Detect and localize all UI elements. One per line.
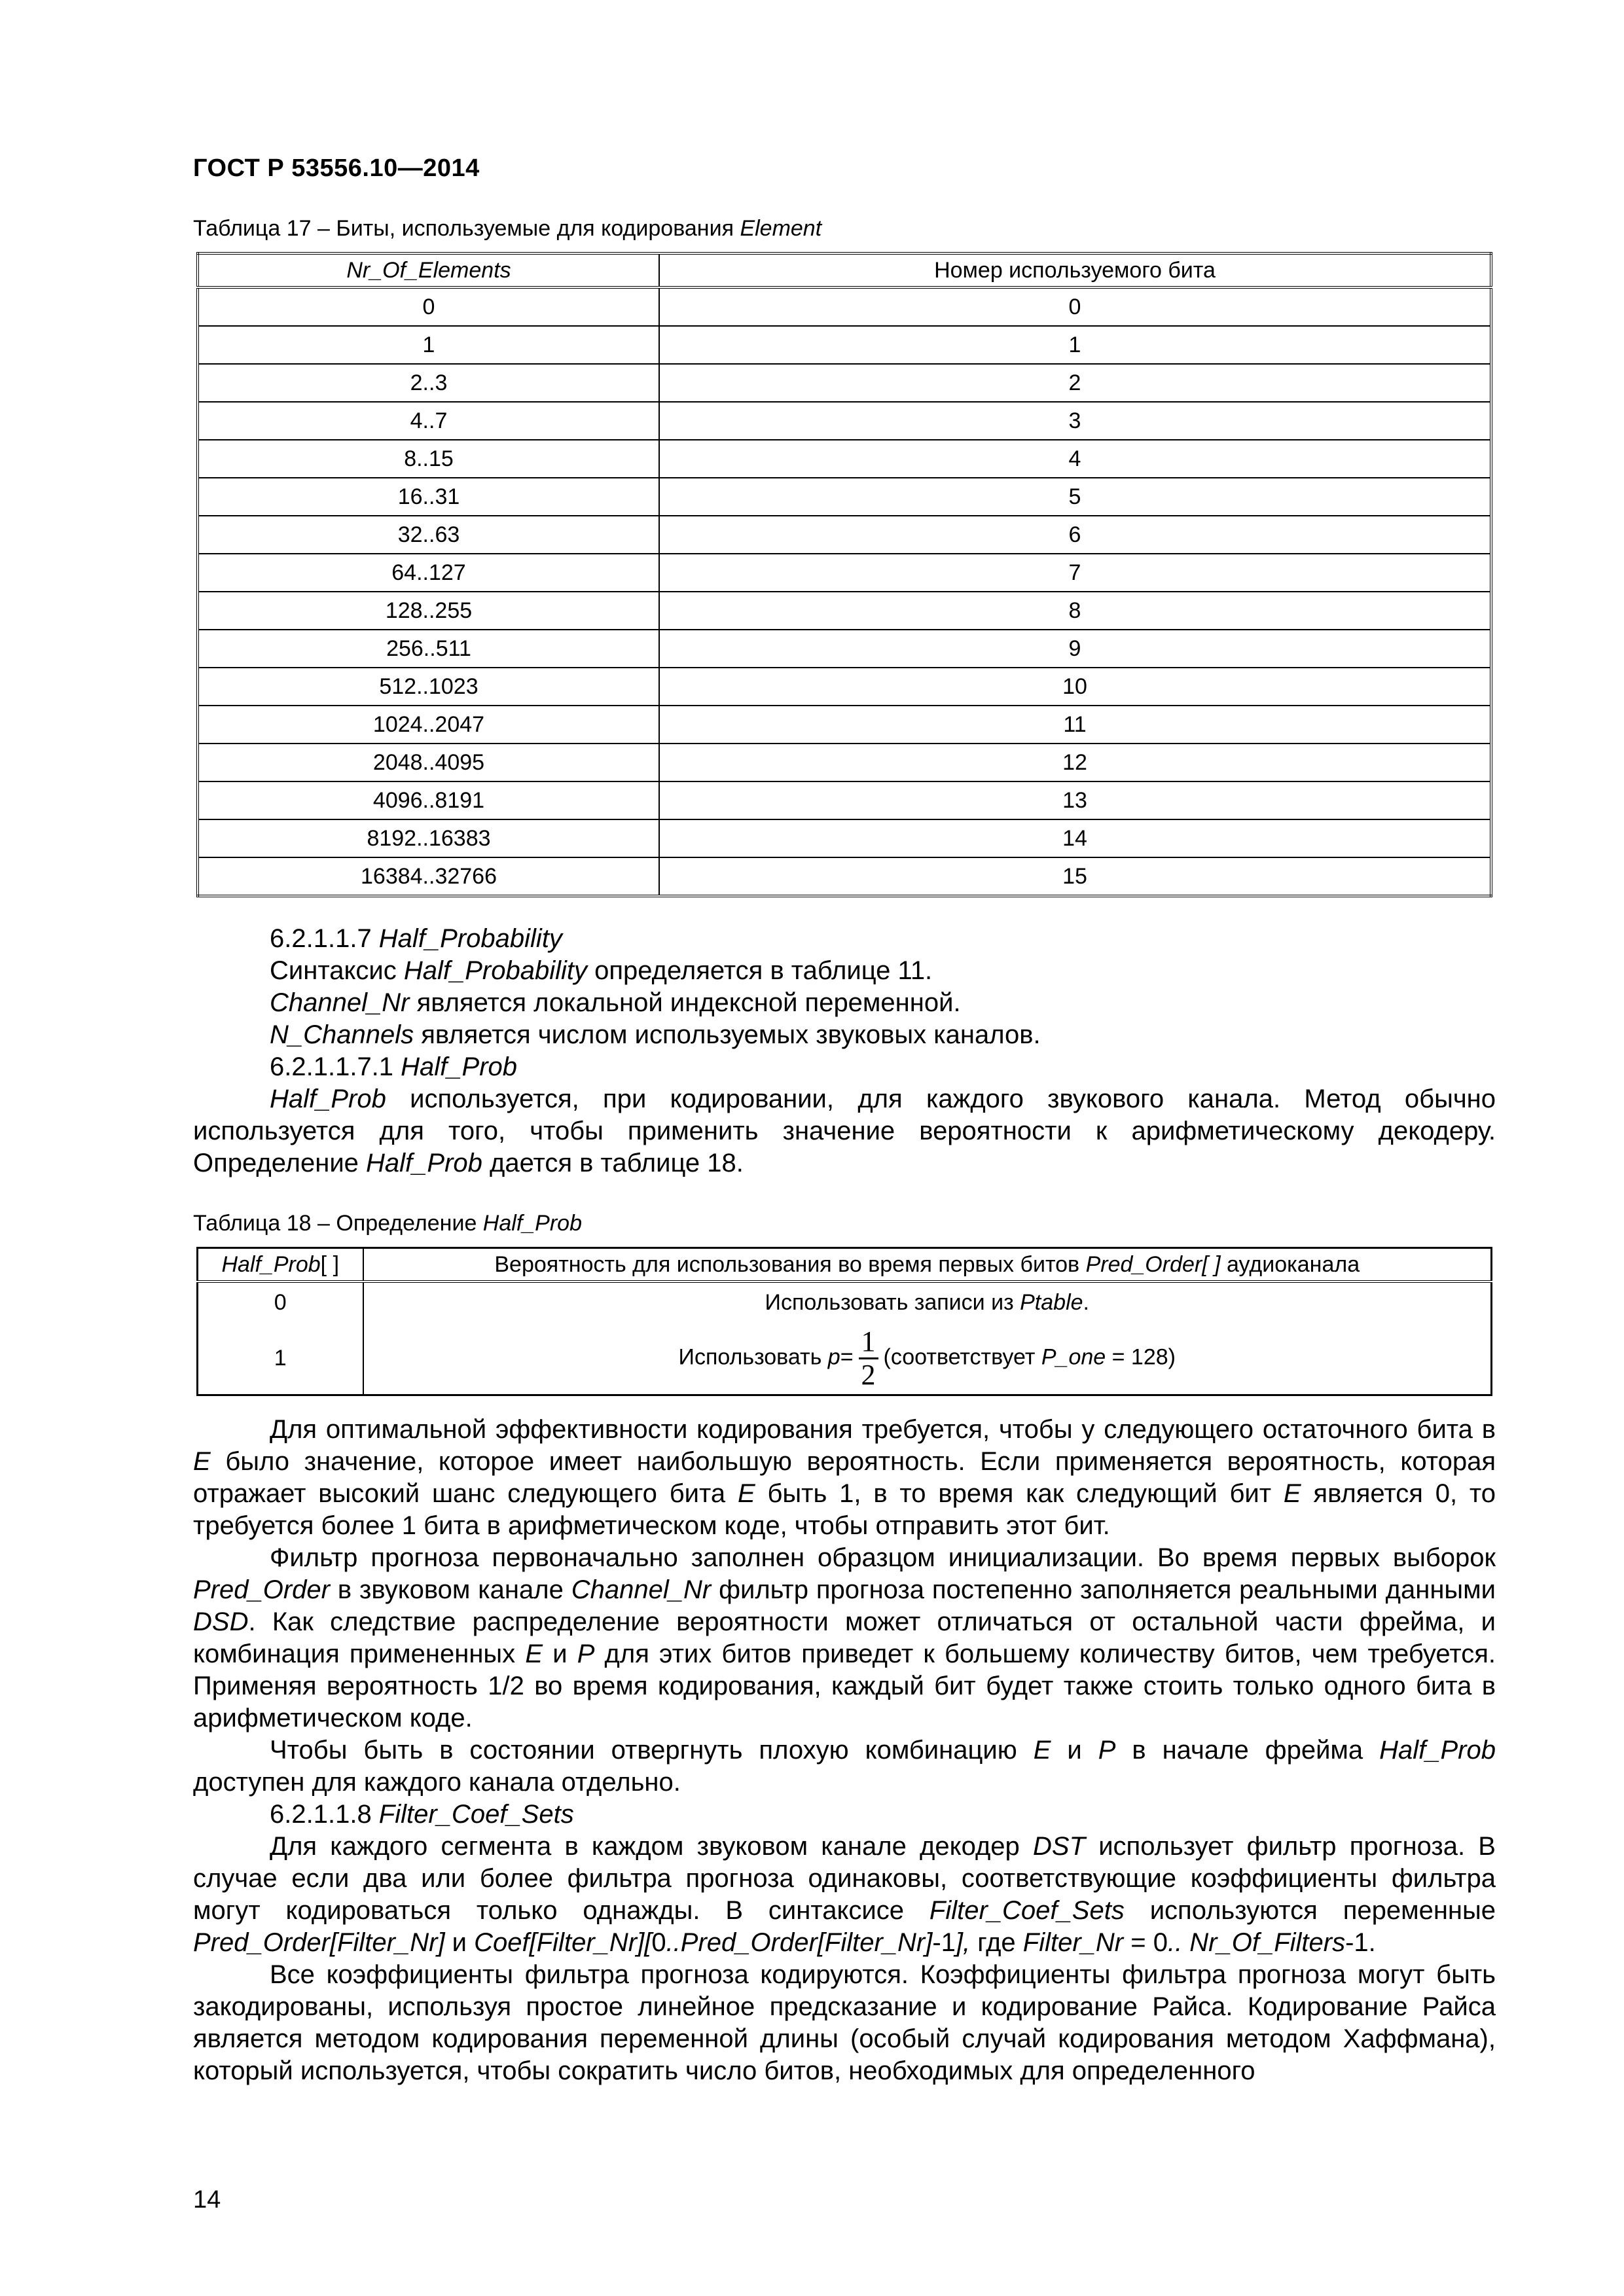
table-cell: 8192..16383 (198, 819, 659, 857)
table-cell: 16384..32766 (198, 857, 659, 896)
document-header: ГОСТ Р 53556.10—2014 (193, 154, 480, 182)
table-cell: Использовать p= $\frac{1}{2}$ (соответствует P_one = 128) (363, 1322, 1492, 1395)
table-17-body (198, 287, 1491, 896)
table-cell: 64..127 (198, 554, 659, 592)
table-cell: 2 (659, 364, 1491, 402)
table-cell: 512..1023 (198, 668, 659, 706)
table-cell: 15 (659, 857, 1491, 896)
table-row (198, 744, 1491, 781)
table-cell: 256..511 (198, 630, 659, 668)
table-row (198, 516, 1491, 554)
table-cell: 4096..8191 (198, 781, 659, 819)
section-heading-6-2-1-1-8: 6.2.1.1.8 Filter_Coef_Sets (270, 1800, 574, 1829)
paragraph: Фильтр прогноза первоначально заполнен образцом инициализации. Во время первых выборок Pred_Order в звуковом канале Channel_Nr фильтр прогноза постепенно заполняется реальными данными DSD. Как следствие распределение вероятности может отличаться от остальной части фрейма, и комбинация примененных E и P для этих битов приведет к большему количеству битов, чем требуется. Применяя вероятность 1/2 во время кодирования, каждый бит будет также стоить только одного бита в арифметическом коде. (193, 1543, 1496, 1732)
table-18-header-probability: Вероятность для использования во время первых битов Pred_Order[ ] аудиоканала (363, 1248, 1492, 1282)
table-18-header-key: Half_Prob[ ] (198, 1248, 363, 1282)
table-cell: 6 (659, 516, 1491, 554)
table-17 (196, 252, 1492, 897)
table-cell: 8 (659, 592, 1491, 630)
table-cell: 4..7 (198, 402, 659, 440)
table-cell: 1 (198, 1322, 363, 1395)
table-cell: 3 (659, 402, 1491, 440)
table-cell: 10 (659, 668, 1491, 706)
table-row (198, 287, 1491, 326)
table-cell: 1 (659, 326, 1491, 364)
table-cell: 4 (659, 440, 1491, 478)
table-17-header-elements: Nr_Of_Elements (198, 253, 659, 287)
table-cell: 8..15 (198, 440, 659, 478)
table-17-caption: Таблица 17 – Биты, используемые для кодирования Element (193, 216, 822, 241)
table-cell: 13 (659, 781, 1491, 819)
table-cell: 32..63 (198, 516, 659, 554)
table-row (198, 592, 1491, 630)
table-18 (196, 1247, 1492, 1396)
table-row (198, 781, 1491, 819)
table-cell: 5 (659, 478, 1491, 516)
table-row (198, 554, 1491, 592)
table-cell: 0 (198, 287, 659, 326)
table-cell: 0 (659, 287, 1491, 326)
table-cell: 12 (659, 744, 1491, 781)
paragraph: Channel_Nr является локальной индексной переменной. (270, 988, 961, 1017)
table-row (198, 326, 1491, 364)
table-cell: 11 (659, 706, 1491, 744)
table-row (198, 1282, 1492, 1322)
table-row (198, 819, 1491, 857)
table-cell: 128..255 (198, 592, 659, 630)
table-cell: 9 (659, 630, 1491, 668)
table-cell: 16..31 (198, 478, 659, 516)
table-row (198, 478, 1491, 516)
page-number: 14 (193, 2186, 221, 2214)
section-6-2-1-1-7 (193, 923, 1496, 1179)
table-cell: 1 (198, 326, 659, 364)
table-cell: 1024..2047 (198, 706, 659, 744)
table-row (198, 630, 1491, 668)
paragraph: Чтобы быть в состоянии отвергнуть плохую комбинацию E и P в начале фрейма Half_Prob доступен для каждого канала отдельно. (193, 1736, 1496, 1797)
table-row (198, 706, 1491, 744)
main-body-text (193, 1414, 1496, 2087)
table-cell: 2048..4095 (198, 744, 659, 781)
table-row (198, 364, 1491, 402)
table-cell: Использовать записи из Ptable. (363, 1282, 1492, 1322)
paragraph: Half_Prob используется, при кодировании, для каждого звукового канала. Метод обычно используется для того, чтобы применить значение вероятности к арифметическому декодеру. Определение Half_Prob дается в таблице 18. (193, 1085, 1496, 1177)
fraction-one-half: $\frac{1}{2}$ (859, 1326, 878, 1391)
table-cell: 7 (659, 554, 1491, 592)
table-17-header-bit: Номер используемого бита (659, 253, 1491, 287)
table-row (198, 668, 1491, 706)
table-row (198, 857, 1491, 896)
table-row (198, 1322, 1492, 1395)
table-cell: 14 (659, 819, 1491, 857)
table-18-caption: Таблица 18 – Определение Half_Prob (193, 1211, 582, 1236)
table-row (198, 402, 1491, 440)
section-heading-6-2-1-1-7: 6.2.1.1.7 Half_Probability (270, 924, 562, 953)
paragraph: Все коэффициенты фильтра прогноза кодируются. Коэффициенты фильтра прогноза могут быть закодированы, используя простое линейное предсказание и кодирование Райса. Кодирование Райса является методом кодирования переменной длины (особый случай кодирования методом Хаффмана), который используется, чтобы сократить число битов, необходимых для определенного (193, 1960, 1496, 2085)
paragraph: Для каждого сегмента в каждом звуковом канале декодер DST использует фильтр прогноза. В случае если два или более фильтра прогноза одинаковы, соответствующие коэффициенты фильтра могут кодироваться только однажды. В синтаксисе Filter_Coef_Sets используются переменные Pred_Order[Filter_Nr] и Coef[Filter_Nr][0..Pred_Order[Filter_Nr]-1], где Filter_Nr = 0.. Nr_Of_Filters-1. (193, 1832, 1496, 1957)
table-row (198, 440, 1491, 478)
section-heading-6-2-1-1-7-1: 6.2.1.1.7.1 Half_Prob (270, 1052, 518, 1081)
table-cell: 2..3 (198, 364, 659, 402)
table-cell: 0 (198, 1282, 363, 1322)
paragraph: Синтаксис Half_Probability определяется в таблице 11. (270, 956, 933, 985)
paragraph: N_Channels является числом используемых звуковых каналов. (270, 1020, 1041, 1049)
paragraph: Для оптимальной эффективности кодирования требуется, чтобы у следующего остаточного бита в E было значение, которое имеет наибольшую вероятность. Если применяется вероятность, которая отражает высокий шанс следующего бита E быть 1, в то время как следующий бит E является 0, то требуется более 1 бита в арифметическом коде, чтобы отправить этот бит. (193, 1415, 1496, 1540)
